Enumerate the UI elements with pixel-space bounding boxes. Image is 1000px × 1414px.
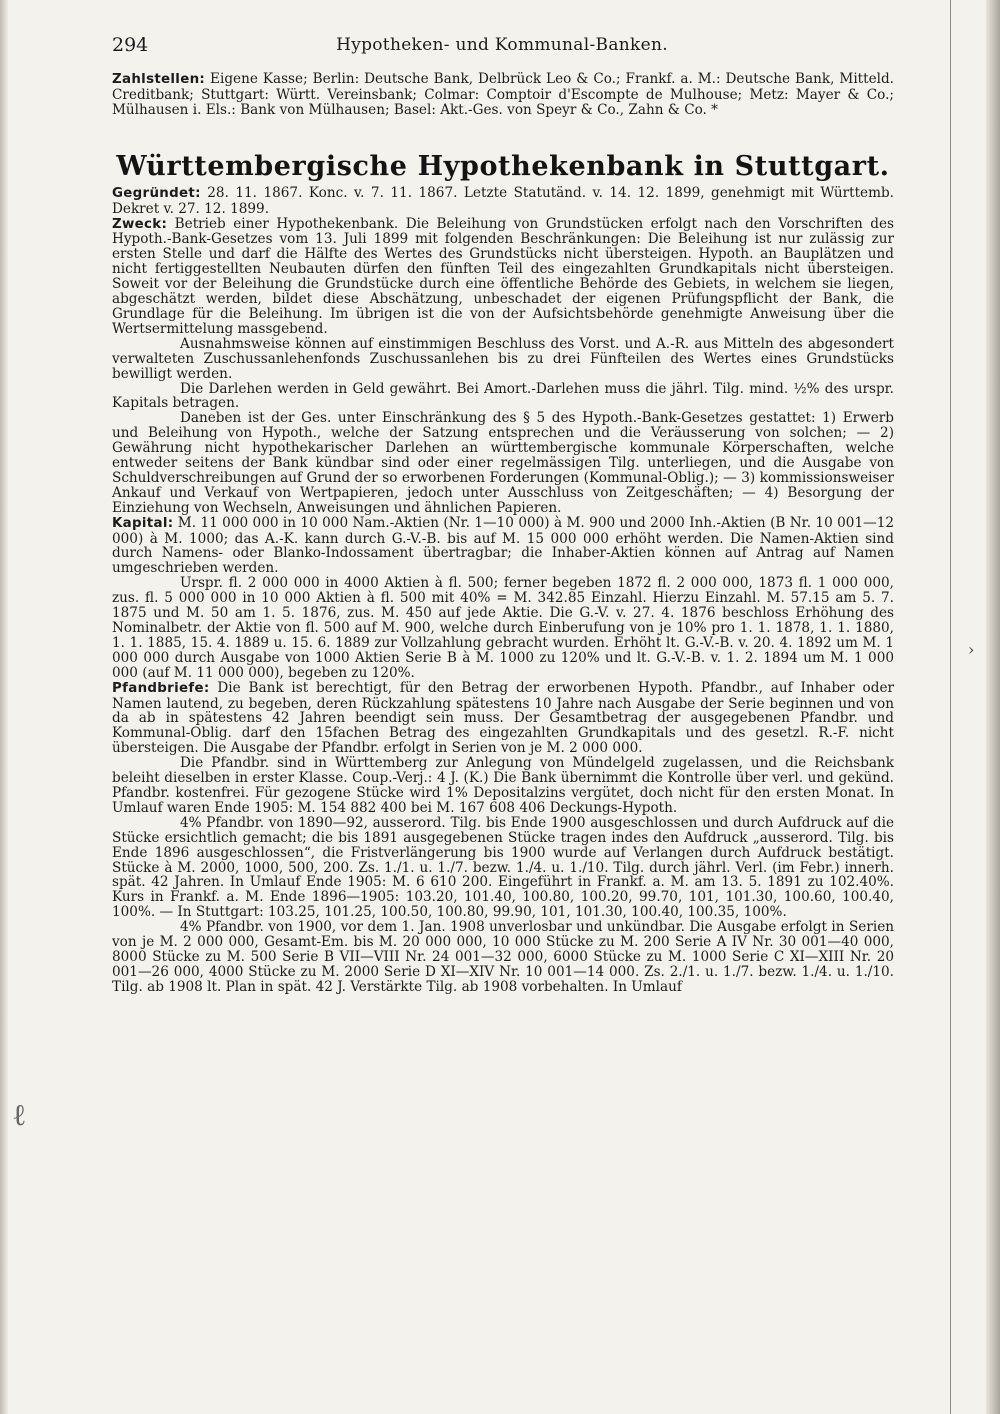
pfandbriefe-paragraph-4: 4% Pfandbr. von 1900, vor dem 1. Jan. 1908 unverlosbar und unkündbar. Die Ausgabe erfolgt in Serien von je M. 2 000 000, Gesamt-Em. bis M. 20 000 000, 10 000 Stücke zu M. 200 Serie A IV Nr. 30 001—40 000, 8000 Stücke zu M. 500 Serie B VII—VIII Nr. 24 001—32 000, 6000 Stücke zu M. 1000 Serie C XI—XIII Nr. 20 001—26 000, 4000 Stücke zu M. 2000 Serie D XI—XIV Nr. 10 001—14 000. Zs. 2./1. u. 1./7. bezw. 1./4. u. 1./10. Tilg. ab 1908 lt. Plan in spät. 42 J. Verstärkte Tilg. ab 1908 vorbehalten. In Umlauf — [112, 919, 894, 995]
page-number: 294 — [112, 34, 149, 56]
page-right-edge-shadow — [986, 0, 1000, 1414]
pfandbriefe-text: Die Bank ist berechtigt, für den Betrag der erworbenen Hypoth. Pfandbr., auf Inhaber oder Namen lautend, zu begeben, deren Rückzahlung spätestens 10 Jahre nach Ausgabe der Serie beginnen und von da ab in spätestens 42 Jahren beendigt sein muss. Der Gesamtbetrag der ausgegebenen Pfandbr. und Kommunal-Oblig. darf den 15fachen Betrag des eingezahlten Grundkapitals und des gesetzl. R.-F. nicht übersteigen. Die Ausgabe der Pfandbr. erfolgt in Serien von je M. 2 000 000. — [112, 679, 894, 757]
pfandbriefe-paragraph — [112, 681, 894, 757]
kapital-paragraph-2: Urspr. fl. 2 000 000 in 4000 Aktien à fl. 500; ferner begeben 1872 fl. 2 000 000, 1873 fl. 1 000 000, zus. fl. 5 000 000 in 10 000 Aktien à fl. 500 mit 40% = M. 342.85 Einzahl. Hierzu Einzahl. M. 57.15 am 5. 7. 1875 und M. 50 am 1. 5. 1876, zus. M. 450 auf jede Aktie. Die G.-V. v. 27. 4. 1876 beschloss Erhöhung des Nominalbetr. der Aktie von fl. 500 auf M. 900, welche durch Einberufung von je 10% pro 1. 1. 1878, 1. 1. 1880, 1. 1. 1885, 15. 4. 1889 u. 15. 6. 1889 zur Vollzahlung gebracht wurden. Erhöht lt. G.-V.-B. v. 20. 4. 1892 um M. 1 000 000 durch Ausgabe von 1000 Aktien Serie B à M. 1000 zu 120% und lt. G.-V.-B. v. 1. 2. 1894 um M. 1 000 000 (auf M. 11 000 000), begeben zu 120%. — [112, 575, 894, 681]
page-left-edge-shadow — [0, 0, 8, 1414]
zahlstellen-text: Eigene Kasse; Berlin: Deutsche Bank, Delbrück Leo & Co.; Frankf. a. M.: Deutsche Bank, Mitteld. Creditbank; Stuttgart: Württ. Vereinsbank; Colmar: Comptoir d'Escompte de Mulhouse; Metz: Mayer & Co.; Mülhausen i. Els.: Bank von Mülhausen; Basel: Akt.-Ges. von Speyr & Co., Zahn & Co. * — [112, 71, 895, 118]
zahlstellen-label: Zahlstellen: — [112, 72, 206, 87]
page-right-margin-rule — [950, 0, 951, 1414]
kapital-text: M. 11 000 000 in 10 000 Nam.-Aktien (Nr. 1—10 000) à M. 900 und 2000 Inh.-Aktien (B Nr. 10 001—12 000) à M. 1000; das A.-K. kann durch G.-V.-B. bis auf M. 15 000 000 erhöht werden. Die Namen-Aktien sind durch Namens- oder Blanko-Indossament übertragbar; die Inhaber-Aktien können auf Antrag auf Namen umgeschrieben werden. — [112, 514, 894, 577]
margin-pencil-mark: › — [968, 640, 975, 659]
gegruendet-paragraph — [112, 186, 894, 217]
pfandbriefe-label: Pfandbriefe: — [112, 680, 210, 696]
zweck-paragraph-4: Daneben ist der Ges. unter Einschränkung des § 5 des Hypoth.-Bank-Gesetzes gestattet: 1) Erwerb und Beleihung von Hypoth., welche der Satzung entsprechen und die Veräusserung von solchen; — 2) Gewährung nicht hypothekarischer Darlehen an württembergische kommunale Körperschaften, welche entweder seitens der Bank kündbar sind oder einer regelmässigen Tilg. unterliegen, und die Ausgabe von Schuldverschreibungen auf Grund der so erworbenen Forderungen (Kommunal-Oblig.); — 3) kommissionsweiser Ankauf und Verkauf von Wertpapieren, jedoch unter Ausschluss von Zeitgeschäften; — 4) Besorgung der Einziehung von Wechseln, Anweisungen und ähnlichen Papieren. — [112, 410, 894, 516]
running-title: Hypotheken- und Kommunal-Banken. — [336, 35, 668, 55]
kapital-paragraph — [112, 516, 894, 577]
zweck-label: Zweck: — [112, 216, 168, 232]
gegruendet-text: 28. 11. 1867. Konc. v. 7. 11. 1867. Letzte Statutänd. v. 14. 12. 1899, genehmigt mit Württemb. Dekret v. 27. 12. 1899. — [112, 184, 894, 217]
pfandbriefe-paragraph-2: Die Pfandbr. sind in Württemberg zur Anlegung von Mündelgeld zugelassen, und die Reichsbank beleiht dieselben in erster Klasse. Coup.-Verj.: 4 J. (K.) Die Bank übernimmt die Kontrolle über verl. und gekünd. Pfandbr. kostenfrei. Für gezogene Stücke wird 1% Depositalzins vergütet, doch nicht für den ersten Monat. In Umlauf waren Ende 1905: M. 154 882 400 bei M. 167 608 406 Deckungs-Hypoth. — [112, 755, 894, 816]
margin-pencil-scribble: ℓ — [12, 1098, 27, 1133]
pfandbriefe-paragraph-3: 4% Pfandbr. von 1890—92, ausserord. Tilg. bis Ende 1900 ausgeschlossen und durch Aufdruck auf die Stücke ersichtlich gemacht; die bis 1891 ausgegebenen Stücke tragen indes den Aufdruck „ausserord. Tilg. bis Ende 1896 ausgeschlossen“, die Fristverlängerung bis 1900 wurde auf Verlangen durch Aufdruck bestätigt. Stücke à M. 2000, 1000, 500, 200. Zs. 1./1. u. 1./7. bezw. 1./4. u. 1./10. Tilg. durch jährl. Verl. (im Febr.) innerh. spät. 42 Jahren. In Umlauf Ende 1905: M. 6 610 200. Eingeführt in Frankf. a. M. am 13. 5. 1891 zu 102.40%. Kurs in Frankf. a. M. Ende 1896—1905: 103.20, 101.40, 100.80, 100.20, 99.70, 101, 101.30, 100.60, 100.40, 100%. — In Stuttgart: 103.25, 101.25, 100.50, 100.80, 99.90, 101, 101.30, 100.40, 100.35, 100%. — [112, 814, 894, 921]
page-body — [112, 72, 894, 995]
zweck-paragraph-3: Die Darlehen werden in Geld gewährt. Bei Amort.-Darlehen muss die jährl. Tilg. mind. ½% des urspr. Kapitals betragen. — [112, 380, 894, 412]
zweck-paragraph-2: Ausnahmsweise können auf einstimmigen Beschluss des Vorst. und A.-R. aus Mitteln des abgesondert verwalteten Zuschussanlehenfonds Zuschussanlehen bis zu drei Fünfteilen des Wertes eines Grundstücks bewilligt werden. — [112, 335, 894, 382]
zahlstellen-paragraph — [112, 72, 894, 118]
zweck-paragraph — [112, 217, 894, 337]
gegruendet-label: Gegründet: — [112, 185, 201, 201]
bank-title: Württembergische Hypothekenbank in Stuttgart. — [116, 150, 890, 182]
kapital-label: Kapital: — [112, 515, 174, 531]
running-header — [112, 34, 892, 60]
zweck-text: Betrieb einer Hypothekenbank. Die Beleihung von Grundstücken erfolgt nach den Vorschriften des Hypoth.-Bank-Gesetzes vom 13. Juli 1899 mit folgenden Beschränkungen: Die Beleihung ist nur zulässig zur ersten Stelle und darf die Hälfte des Wertes des Grundstücks nicht übersteigen. Hypoth. an Bauplätzen und nicht fertiggestellten Neubauten dürfen den fünften Teil des eingezahlten Grundkapitals nicht übersteigen. Soweit vor der Beleihung die Grundstücke durch eine öffentliche Behörde des Gebiets, in welchem sie liegen, abgeschätzt werden, bildet diese Abschätzung, unbeschadet der eigenen Prüfungspflicht der Bank, die Grundlage für die Beleihung. Im übrigen ist die von der Aufsichtsbehörde genehmigte Anweisung über die Wertsermittelung massgebend. — [112, 215, 895, 337]
